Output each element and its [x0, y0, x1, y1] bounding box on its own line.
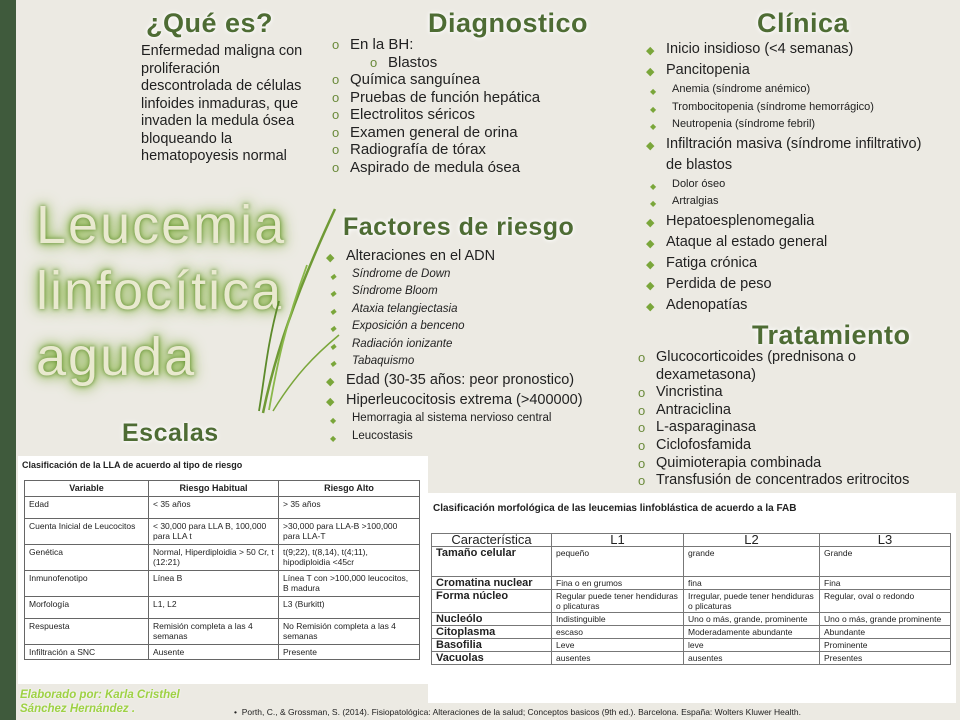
table-cell: Línea T con >100,000 leucocitos, B madura: [279, 570, 420, 596]
table-cell: Presente: [279, 644, 420, 660]
heading-clinica: Clínica: [757, 8, 850, 38]
table-cell: Infiltración a SNC: [25, 644, 149, 660]
heading-diagnostico: Diagnostico: [428, 8, 589, 38]
table-cell: ausentes: [684, 652, 820, 665]
risk-table: [24, 480, 420, 660]
list-item: ◆ Fatiga crónica: [666, 253, 921, 274]
list-item: o En la BH:: [350, 36, 540, 54]
table-cell: Basofilia: [432, 639, 552, 652]
list-item: ◆ Leucostasis: [346, 428, 583, 445]
risk-table-caption: Clasificación de la LLA de acuerdo al tipo de riesgo: [22, 460, 243, 470]
table-cell: Irregular, puede tener hendiduras o plicaturas: [684, 590, 820, 613]
list-item: ◆ Anemia (síndrome anémico): [666, 81, 921, 99]
definition-text: Enfermedad maligna con proliferación descontrolada de células linfoides inmaduras, que invaden la medula ósea bloqueando la hematopoyesis normal: [141, 43, 303, 164]
list-item: ◆ Alteraciones en el ADN: [346, 246, 583, 266]
title-line-1: Leucemia: [36, 195, 287, 255]
list-item: ◆ Exposición a benceno: [346, 318, 583, 335]
list-item: o Blastos: [350, 54, 540, 72]
list-item: ◆ Edad (30-35 años: peor pronostico): [346, 370, 583, 390]
table-cell: > 35 años: [279, 496, 420, 518]
table-header-row: [25, 481, 420, 497]
table-row: [432, 590, 951, 613]
list-item: o L-asparaginasa: [656, 419, 909, 437]
table-cell: Fina o en grumos: [552, 577, 684, 590]
list-item: ◆ Ataxia telangiectasia: [346, 301, 583, 318]
table-row: [25, 544, 420, 570]
list-item: ◆ Dolor óseo: [666, 176, 921, 194]
table-cell: fina: [684, 577, 820, 590]
table-row: [25, 618, 420, 644]
table-cell: Nucleólo: [432, 613, 552, 626]
table-row: [25, 644, 420, 660]
list-item: o Transfusión de concentrados eritrocitos: [656, 472, 909, 490]
list-item: ◆ Radiación ionizante: [346, 336, 583, 353]
table-row: [432, 613, 951, 626]
col-riesgo-alto: Riesgo Alto: [279, 481, 420, 497]
list-item: o Aspirado de medula ósea: [350, 159, 540, 177]
table-cell: Tamaño celular: [432, 547, 552, 577]
list-item: o Examen general de orina: [350, 124, 540, 142]
table-cell: Citoplasma: [432, 626, 552, 639]
table-cell: Leve: [552, 639, 684, 652]
table-cell: Moderadamente abundante: [684, 626, 820, 639]
table-cell: t(9;22), t(8,14), t(4;11), hipodiploidia <45cr: [279, 544, 420, 570]
table-cell: < 30,000 para LLA B, 100,000 para LLA t: [149, 518, 279, 544]
heading-factores: Factores de riesgo: [343, 213, 575, 241]
table-row: [432, 626, 951, 639]
col-l3: L3: [820, 534, 951, 547]
list-item: o Vincristina: [656, 384, 909, 402]
author-line-2: Sánchez Hernández .: [20, 703, 136, 715]
table-cell: No Remisión completa a las 4 semanas: [279, 618, 420, 644]
table-cell: Remisión completa a las 4 semanas: [149, 618, 279, 644]
table-cell: Edad: [25, 496, 149, 518]
list-item: ◆ Hemorragia al sistema nervioso central: [346, 410, 583, 427]
list-item: ◆ Hepatoesplenomegalia: [666, 211, 921, 232]
table-cell: Fina: [820, 577, 951, 590]
bullet-icon: •: [234, 707, 242, 717]
list-item: o Ciclofosfamida: [656, 437, 909, 455]
left-accent-bar: [0, 0, 16, 720]
table-cell: < 35 años: [149, 496, 279, 518]
factores-list: [346, 246, 583, 445]
list-item: o Química sanguínea: [350, 71, 540, 89]
table-cell: Uno o más, grande prominente: [820, 613, 951, 626]
list-item: ◆ Hiperleucocitosis extrema (>400000): [346, 390, 583, 410]
list-item: ◆ Adenopatías: [666, 295, 921, 316]
table-row: [432, 652, 951, 665]
table-cell: Indistinguible: [552, 613, 684, 626]
list-item: ◆ Trombocitopenia (síndrome hemorrágico): [666, 99, 921, 117]
table-cell: L3 (Burkitt): [279, 596, 420, 618]
list-item: dexametasona): [656, 366, 756, 383]
list-item: o Pruebas de función hepática: [350, 89, 540, 107]
fab-table: [431, 533, 951, 665]
table-cell: Grande: [820, 547, 951, 577]
table-cell: Inmunofenotipo: [25, 570, 149, 596]
table-cell: Uno o más, grande, prominente: [684, 613, 820, 626]
list-item: ◆ Síndrome de Down: [346, 266, 583, 283]
reference-citation: [234, 707, 801, 717]
col-variable: Variable: [25, 481, 149, 497]
table-cell: pequeño: [552, 547, 684, 577]
reference-text: Porth, C., & Grossman, S. (2014). Fisiopatológica: Alteraciones de la salud; Conceptos basicos (9th ed.). Barcelona. España: Wolters Kluwer Health.: [241, 707, 801, 717]
heading-tratamiento: Tratamiento: [752, 320, 911, 350]
table-cell: grande: [684, 547, 820, 577]
table-cell: Genética: [25, 544, 149, 570]
tratamiento-list: [656, 349, 909, 490]
col-caracteristica: Característica: [432, 534, 552, 547]
main-title: [36, 192, 286, 390]
list-item: ◆ Síndrome Bloom: [346, 283, 583, 300]
col-l2: L2: [684, 534, 820, 547]
table-cell: ausentes: [552, 652, 684, 665]
table-row: [25, 496, 420, 518]
list-item: o Antraciclina: [656, 402, 909, 420]
list-item: o Electrolitos séricos: [350, 106, 540, 124]
table-cell: Abundante: [820, 626, 951, 639]
table-cell: Línea B: [149, 570, 279, 596]
table-cell: Respuesta: [25, 618, 149, 644]
fab-table-caption: Clasificación morfológica de las leucemias linfoblástica de acuerdo a la FAB: [433, 503, 797, 514]
col-l1: L1: [552, 534, 684, 547]
table-header-row: [432, 534, 951, 547]
table-cell: Cromatina nuclear: [432, 577, 552, 590]
table-cell: >30,000 para LLA-B >100,000 para LLA-T: [279, 518, 420, 544]
table-cell: Morfología: [25, 596, 149, 618]
title-line-3: aguda: [36, 327, 197, 387]
list-item: o Quimioterapia combinada: [656, 455, 909, 473]
list-item: ◆ Tabaquismo: [346, 353, 583, 370]
table-row: [25, 518, 420, 544]
list-item: ◆ Artralgias: [666, 193, 921, 211]
list-item: ◆ Perdida de peso: [666, 274, 921, 295]
table-cell: Regular, oval o redondo: [820, 590, 951, 613]
heading-escalas: Escalas: [122, 419, 219, 447]
author-credit: [20, 688, 180, 716]
title-line-2: linfocítica: [36, 261, 284, 321]
table-cell: Prominente: [820, 639, 951, 652]
heading-que-es: ¿Qué es?: [146, 8, 274, 38]
table-row: [432, 639, 951, 652]
list-item: ◆ Infiltración masiva (síndrome infiltrativo): [666, 134, 921, 155]
list-item: ◆ Ataque al estado general: [666, 232, 921, 253]
table-row: [25, 596, 420, 618]
table-row: [25, 570, 420, 596]
diagnostico-list: [350, 36, 540, 176]
table-cell: Vacuolas: [432, 652, 552, 665]
list-item: o Radiografía de tórax: [350, 141, 540, 159]
table-row: [432, 577, 951, 590]
author-line-1: Elaborado por: Karla Cristhel: [20, 689, 180, 701]
list-item: o Glucocorticoides (prednisona o: [656, 349, 909, 367]
table-cell: Forma núcleo: [432, 590, 552, 613]
clinica-list: [666, 39, 921, 316]
list-item: ◆ Inicio insidioso (<4 semanas): [666, 39, 921, 60]
table-cell: Cuenta Inicial de Leucocitos: [25, 518, 149, 544]
table-cell: Normal, Hiperdiploidia > 50 Cr, t (12:21): [149, 544, 279, 570]
col-riesgo-habitual: Riesgo Habitual: [149, 481, 279, 497]
table-cell: L1, L2: [149, 596, 279, 618]
list-item: de blastos: [666, 156, 733, 173]
table-cell: Regular puede tener hendiduras o plicaturas: [552, 590, 684, 613]
list-item: ◆ Pancitopenia: [666, 60, 921, 81]
table-cell: escaso: [552, 626, 684, 639]
table-cell: leve: [684, 639, 820, 652]
list-item: ◆ Neutropenia (síndrome febril): [666, 116, 921, 134]
table-row: [432, 547, 951, 577]
table-cell: Ausente: [149, 644, 279, 660]
table-cell: Presentes: [820, 652, 951, 665]
